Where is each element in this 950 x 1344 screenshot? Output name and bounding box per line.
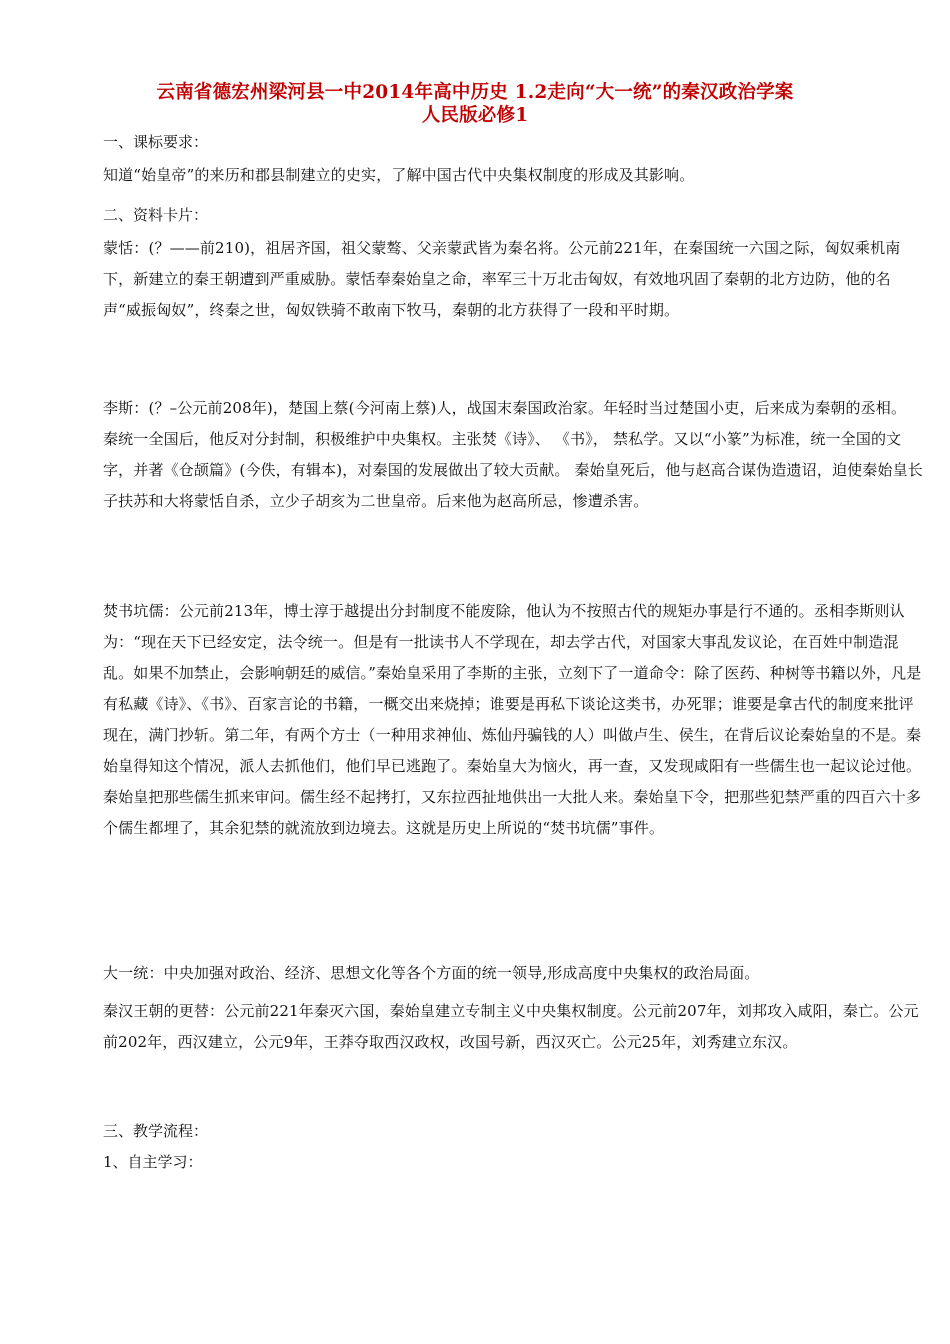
document-title-line-2: 人民版必修1 (421, 105, 529, 126)
card-great-unification: 大一统：中央加强对政治、经济、思想文化等各个方面的统一领导,形成高度中央集权的政治局面。 (103, 964, 760, 982)
section-heading-materials: 二、资料卡片： (103, 206, 209, 224)
card-qin-han-succession: 秦汉王朝的更替：公元前221年秦灭六国，秦始皇建立专制主义中央集权制度。公元前207年，刘邦攻入咸阳，秦亡。公元前202年，西汉建立，公元9年，王莽夺取西汉政权，改国号新，西汉灭亡。公元25年，刘秀建立东汉。 (103, 1002, 919, 1051)
curriculum-requirement-text: 知道“始皇帝”的来历和郡县制建立的史实，了解中国古代中央集权制度的形成及其影响。 (103, 166, 695, 184)
teaching-step-self-study: 1、自主学习： (103, 1153, 203, 1171)
section-heading-curriculum: 一、课标要求： (103, 133, 209, 151)
document-title-line-1: 云南省德宏州梁河县一中2014年高中历史 1.2走向“大一统”的秦汉政治学案 (156, 82, 794, 103)
card-meng-tian: 蒙恬：(？——前210)，祖居齐国，祖父蒙骜、父亲蒙武皆为秦名将。公元前221年，在秦国统一六国之际，匈奴乘机南下，新建立的秦王朝遭到严重威胁。蒙恬奉秦始皇之命，率军三十万北击匈奴，有效地巩固了秦朝的北方边防，他的名声“威振匈奴”，终秦之世，匈奴铁骑不敢南下牧马，秦朝的北方获得了一段和平时期。 (103, 239, 901, 319)
section-heading-teaching-process: 三、教学流程： (103, 1122, 209, 1140)
card-burning-books: 焚书坑儒：公元前213年，博士淳于越提出分封制度不能废除，他认为不按照古代的规矩办事是行不通的。丞相李斯则认为：“现在天下已经安定，法令统一。但是有一批读书人不学现在，却去学古代，对国家大事乱发议论，在百姓中制造混乱。如果不加禁止，会影响朝廷的威信。”秦始皇采用了李斯的主张，立刻下了一道命令：除了医药、种树等书籍以外，凡是有私藏《诗》、《书》、百家言论的书籍，一概交出来烧掉；谁要是再私下谈论这类书，办死罪；谁要是拿古代的制度来批评现在，满门抄斩。第二年，有两个方士（一种用求神仙、炼仙丹骗钱的人）叫做卢生、侯生，在背后议论秦始皇的不是。秦始皇得知这个情况，派人去抓他们，他们早已逃跑了。秦始皇大为恼火，再一查，又发现咸阳有一些儒生也一起议论过他。秦始皇把那些儒生抓来审问。儒生经不起拷打，又东拉西扯地供出一大批人来。秦始皇下令，把那些犯禁严重的四百六十多个儒生都埋了，其余犯禁的就流放到边境去。这就是历史上所说的“焚书坑儒”事件。 (103, 602, 922, 837)
card-li-si: 李斯：(？–公元前208年)，楚国上蔡(今河南上蔡)人，战国末秦国政治家。年轻时当过楚国小吏，后来成为秦朝的丞相。 秦统一全国后，他反对分封制，积极维护中央集权。主张焚《诗》、 《书》， 禁私学。又以“小篆”为标准，统一全国的文字，并著《仓颉篇》(今佚，有辑本)，对秦国的发展做出了较大贡献。 秦始皇死后，他与赵高合谋伪造遗诏，迫使秦始皇长子扶苏和大将蒙恬自杀，立少子胡亥为二世皇帝。后来他为赵高所忌，惨遭杀害。 (103, 399, 923, 510)
